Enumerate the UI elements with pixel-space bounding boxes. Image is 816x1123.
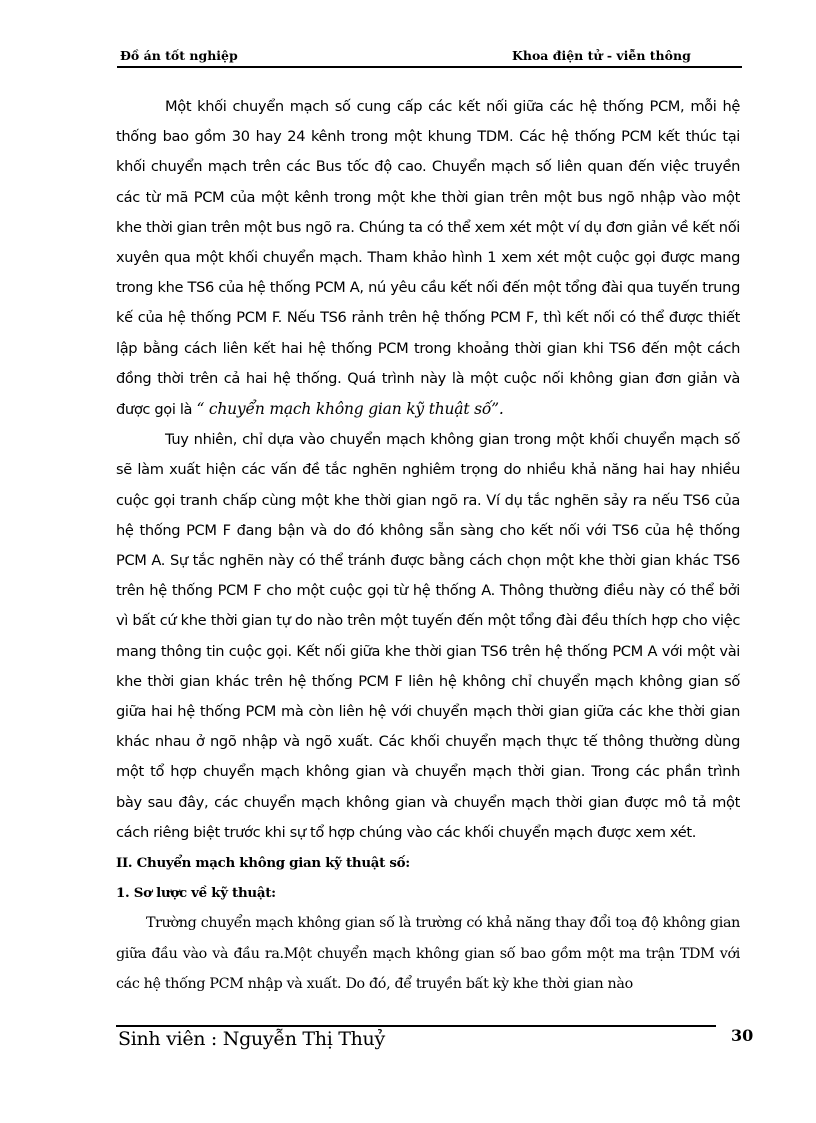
- header-divider: [117, 66, 742, 68]
- page-number: 30: [731, 1026, 754, 1045]
- paragraph-space-switch: Trường chuyển mạch không gian số là trường có khả năng thay đổi toạ độ không gian giữa đầu vào và đầu ra.Một chuyển mạch không gian số bao gồm một ma trận TDM với các hệ thống PCM nhập và xuất. Do đó, để truyền bất kỳ khe thời gian nào: [116, 915, 740, 992]
- header-faculty: Khoa điện tử - viễn thông: [512, 48, 691, 63]
- paragraph-intro-text: Một khối chuyển mạch số cung cấp các kết nối giữa các hệ thống PCM, mỗi hệ thống bao gồm 30 hay 24 kênh trong một khung TDM. Các hệ thống PCM kết thúc tại khối chuyển mạch trên các Bus tốc độ cao. Chuyển mạch số liên quan đến việc truyền các từ mã PCM của một kênh trong một khe thời gian trên một bus ngõ nhập vào một khe thời gian trên một bus ngõ ra. Chúng ta có thể xem xét một ví dụ đơn giản về kết nối xuyên qua một khối chuyển mạch. Tham khảo hình 1 xem xét một cuộc gọi được mang trong khe TS6 của hệ thống PCM A, nú yêu cầu kết nối đến một tổng đài qua tuyến trung kế của hệ thống PCM F. Nếu TS6 rảnh trên hệ thống PCM F, thì kết nối có thể được thiết lập bằng cách liên kết hai hệ thống PCM trong khoảng thời gian khi TS6 đến một cách đồng thời trên cả hai hệ thống. Quá trình này là một cuộc nối không gian đơn giản và được gọi là: [116, 98, 740, 419]
- paragraph-congestion: Tuy nhiên, chỉ dựa vào chuyển mạch không gian trong một khối chuyển mạch số sẽ làm xuất hiện các vấn đề tắc nghẽn nghiêm trọng do nhiều khả năng hai hay nhiều cuộc gọi tranh chấp cùng một khe thời gian ngõ ra. Ví dụ tắc nghẽn sảy ra nếu TS6 của hệ thống PCM F đang bận và do đó không sẵn sàng cho kết nối với TS6 của hệ thống PCM A. Sự tắc nghẽn này có thể tránh được bằng cách chọn một khe thời gian khác TS6 trên hệ thống PCM F cho một cuộc gọi từ hệ thống A. Thông thường điều này có thể bởi vì bất cứ khe thời gian tự do nào trên một tuyến đến một tổng đài đều thích hợp cho việc mang thông tin cuộc gọi. Kết nối giữa khe thời gian TS6 trên hệ thống PCM A với một vài khe thời gian khác trên hệ thống PCM F liên hệ không chỉ chuyển mạch không gian số giữa hai hệ thống PCM mà còn liên hệ với chuyển mạch thời gian giữa các khe thời gian khác nhau ở ngõ nhập và ngõ xuất. Các khối chuyển mạch thực tế thông thường dùng một tổ hợp chuyển mạch không gian và chuyển mạch thời gian. Trong các phần trình bày sau đây, các chuyển mạch không gian và chuyển mạch thời gian được mô tả một cách riêng biệt trước khi sự tổ hợp chúng vào các khối chuyển mạch được xem xét.: [116, 431, 740, 841]
- document-body: [116, 92, 740, 999]
- page-header: [120, 48, 740, 68]
- section-heading: II. Chuyển mạch không gian kỹ thuật số:: [116, 855, 410, 872]
- footer-divider: [116, 1025, 716, 1027]
- header-thesis-title: Đồ án tốt nghiệp: [120, 48, 238, 63]
- quoted-term: “ chuyển mạch không gian kỹ thuật số”.: [196, 400, 504, 419]
- paragraph-intro: [116, 92, 740, 425]
- footer-student-name: Sinh viên : Nguyễn Thị Thuỷ: [118, 1028, 385, 1050]
- subsection-heading: 1. Sơ lược về kỹ thuật:: [116, 885, 276, 902]
